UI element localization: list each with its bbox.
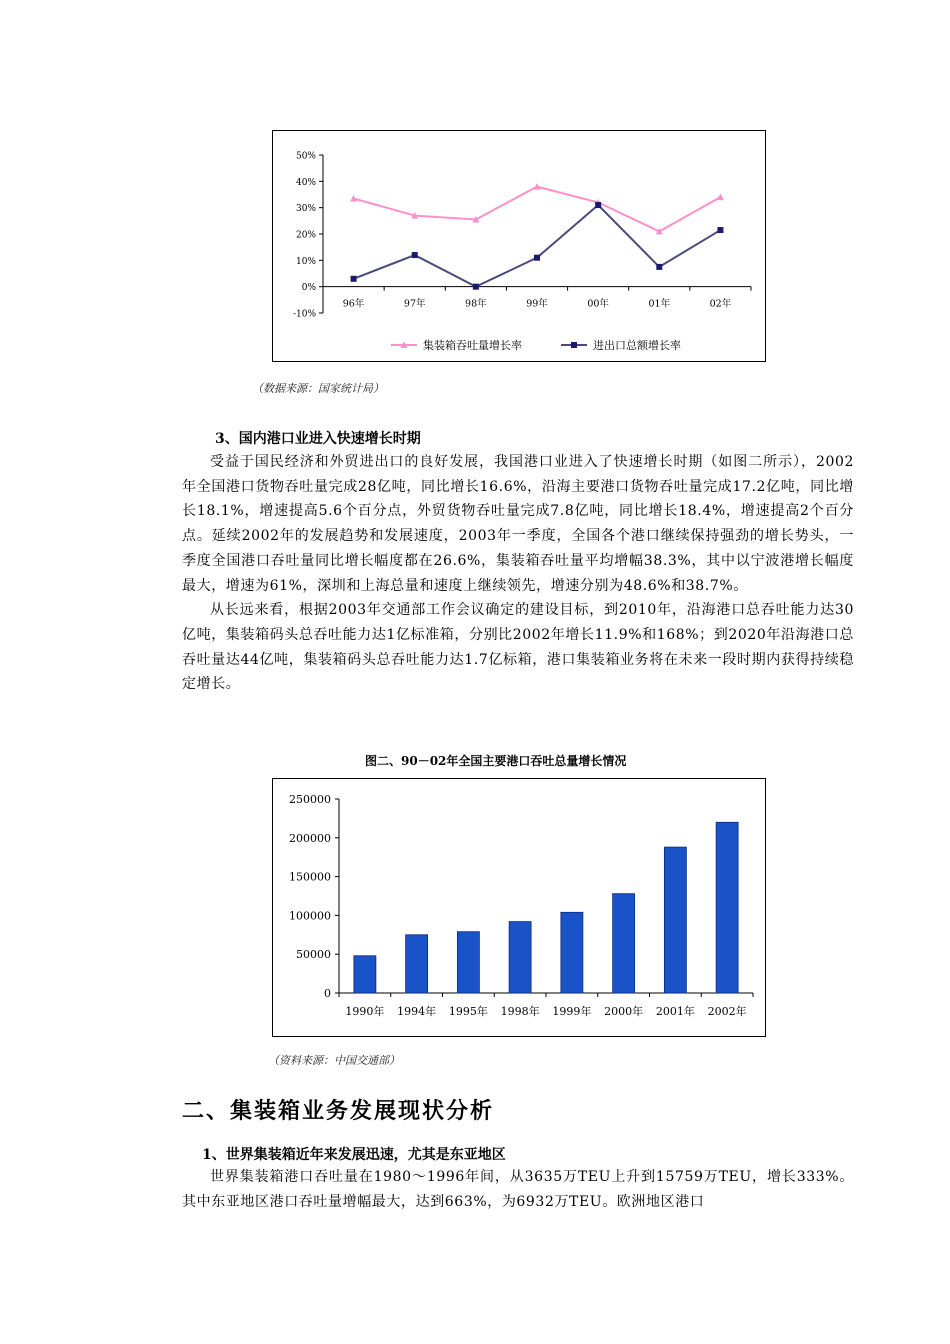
y-tick-label: 200000 (289, 831, 331, 845)
x-tick-label: 1990年 (345, 1005, 385, 1018)
data-point (534, 255, 540, 261)
paragraph-3: 世界集装箱港口吞吐量在1980～1996年间，从3635万TEU上升到15759万TEU，增长333%。其中东亚地区港口吞吐量增幅最大，达到663%，为6932万TEU。欧洲地区港口 (182, 1169, 854, 1210)
x-tick-label: 1998年 (500, 1005, 540, 1018)
source-note-1: （数据来源：国家统计局） (252, 382, 384, 395)
y-tick-label: 100000 (289, 909, 331, 923)
section-3-body (182, 450, 854, 697)
legend-label-1: 集装箱吞吐量增长率 (423, 339, 522, 352)
bar-1998年 (509, 922, 531, 993)
y-tick-label: 40% (295, 177, 316, 188)
bar-1999年 (561, 912, 583, 993)
x-tick-label: 99年 (526, 298, 548, 310)
x-tick-label: 97年 (403, 298, 426, 310)
growth-rate-line-chart (272, 130, 766, 362)
x-tick-label: 1995年 (448, 1005, 488, 1018)
y-tick-label: 0 (324, 987, 331, 1000)
bar-2002年 (716, 822, 738, 993)
paragraph-1: 受益于国民经济和外贸进出口的良好发展，我国港口业进入了快速增长时期（如图二所示），2002年全国港口货物吞吐量完成28亿吨，同比增长16.6%，沿海主要港口货物吞吐量完成17.2亿吨，同比增长18.1%，增速提高5.6个百分点，外贸货物吞吐量完成7.8亿吨，同比增长18.4%，增速提高2个百分点。延续2002年的发展趋势和发展速度，2003年一季度，全国各个港口继续保持强劲的增长势头，一季度全国港口吞吐量同比增长幅度都在26.6%，集装箱吞吐量平均增幅38.3%，其中以宁波港增长幅度最大，增速为61%，深圳和上海总量和速度上继续领先，增速分别为48.6%和38.7%。 (182, 454, 854, 594)
x-tick-label: 2000年 (604, 1005, 644, 1018)
data-point (351, 276, 357, 282)
y-tick-label: 0% (301, 283, 316, 294)
bar-1995年 (457, 932, 479, 993)
paragraph-2: 从长远来看，根据2003年交通部工作会议确定的建设目标，到2010年，沿海港口总吞吐能力达30亿吨，集装箱码头总吞吐能力达1亿标准箱，分别比2002年增长11.9%和168%；到2020年沿海港口总吞吐量达44亿吨，集装箱码头总吞吐能力达1.7亿标箱，港口集装箱业务将在未来一段时期内获得持续稳定增长。 (182, 602, 854, 693)
bar-1994年 (406, 935, 428, 993)
line-chart-svg (273, 131, 765, 361)
figure-2-caption: 图二、90－02年全国主要港口吞吐总量增长情况 (365, 754, 627, 768)
legend-label-2: 进出口总额增长率 (593, 339, 681, 352)
x-tick-label: 01年 (648, 298, 671, 310)
y-tick-label: 50000 (296, 948, 331, 962)
bar-1990年 (354, 956, 376, 993)
series-line-2 (354, 205, 721, 287)
bar-2001年 (664, 847, 686, 993)
x-tick-label: 98年 (465, 298, 487, 310)
legend-marker (571, 342, 577, 348)
y-tick-label: 250000 (289, 793, 331, 806)
y-tick-label: -10% (292, 309, 316, 320)
x-tick-label: 96年 (342, 298, 365, 310)
section-3-heading: 3、国内港口业进入快速增长时期 (215, 431, 421, 447)
y-tick-label: 150000 (289, 870, 331, 884)
section-two-body (182, 1165, 854, 1214)
x-tick-label: 2001年 (655, 1005, 695, 1018)
data-point (473, 284, 479, 290)
series-line-1 (354, 187, 721, 232)
y-tick-label: 20% (295, 230, 316, 241)
data-point (412, 252, 418, 258)
x-tick-label: 02年 (709, 298, 732, 310)
x-tick-label: 1994年 (397, 1005, 437, 1018)
y-tick-label: 30% (295, 204, 316, 215)
data-point (595, 202, 601, 208)
section-two-heading: 二、集装箱业务发展现状分析 (182, 1098, 495, 1124)
bar-2000年 (613, 894, 635, 993)
x-tick-label: 1999年 (552, 1005, 592, 1018)
data-point (656, 264, 662, 270)
data-point (717, 194, 724, 201)
y-tick-label: 10% (295, 256, 316, 267)
bar-chart-svg (273, 779, 765, 1036)
section-two-subheading: 1、世界集装箱近年来发展迅速，尤其是东亚地区 (202, 1147, 506, 1163)
source-note-2: （资料来源：中国交通部） (268, 1054, 400, 1067)
data-point (717, 227, 723, 233)
port-throughput-bar-chart (272, 778, 766, 1037)
x-tick-label: 00年 (587, 298, 609, 310)
x-tick-label: 2002年 (707, 1005, 747, 1018)
y-tick-label: 50% (295, 151, 316, 162)
